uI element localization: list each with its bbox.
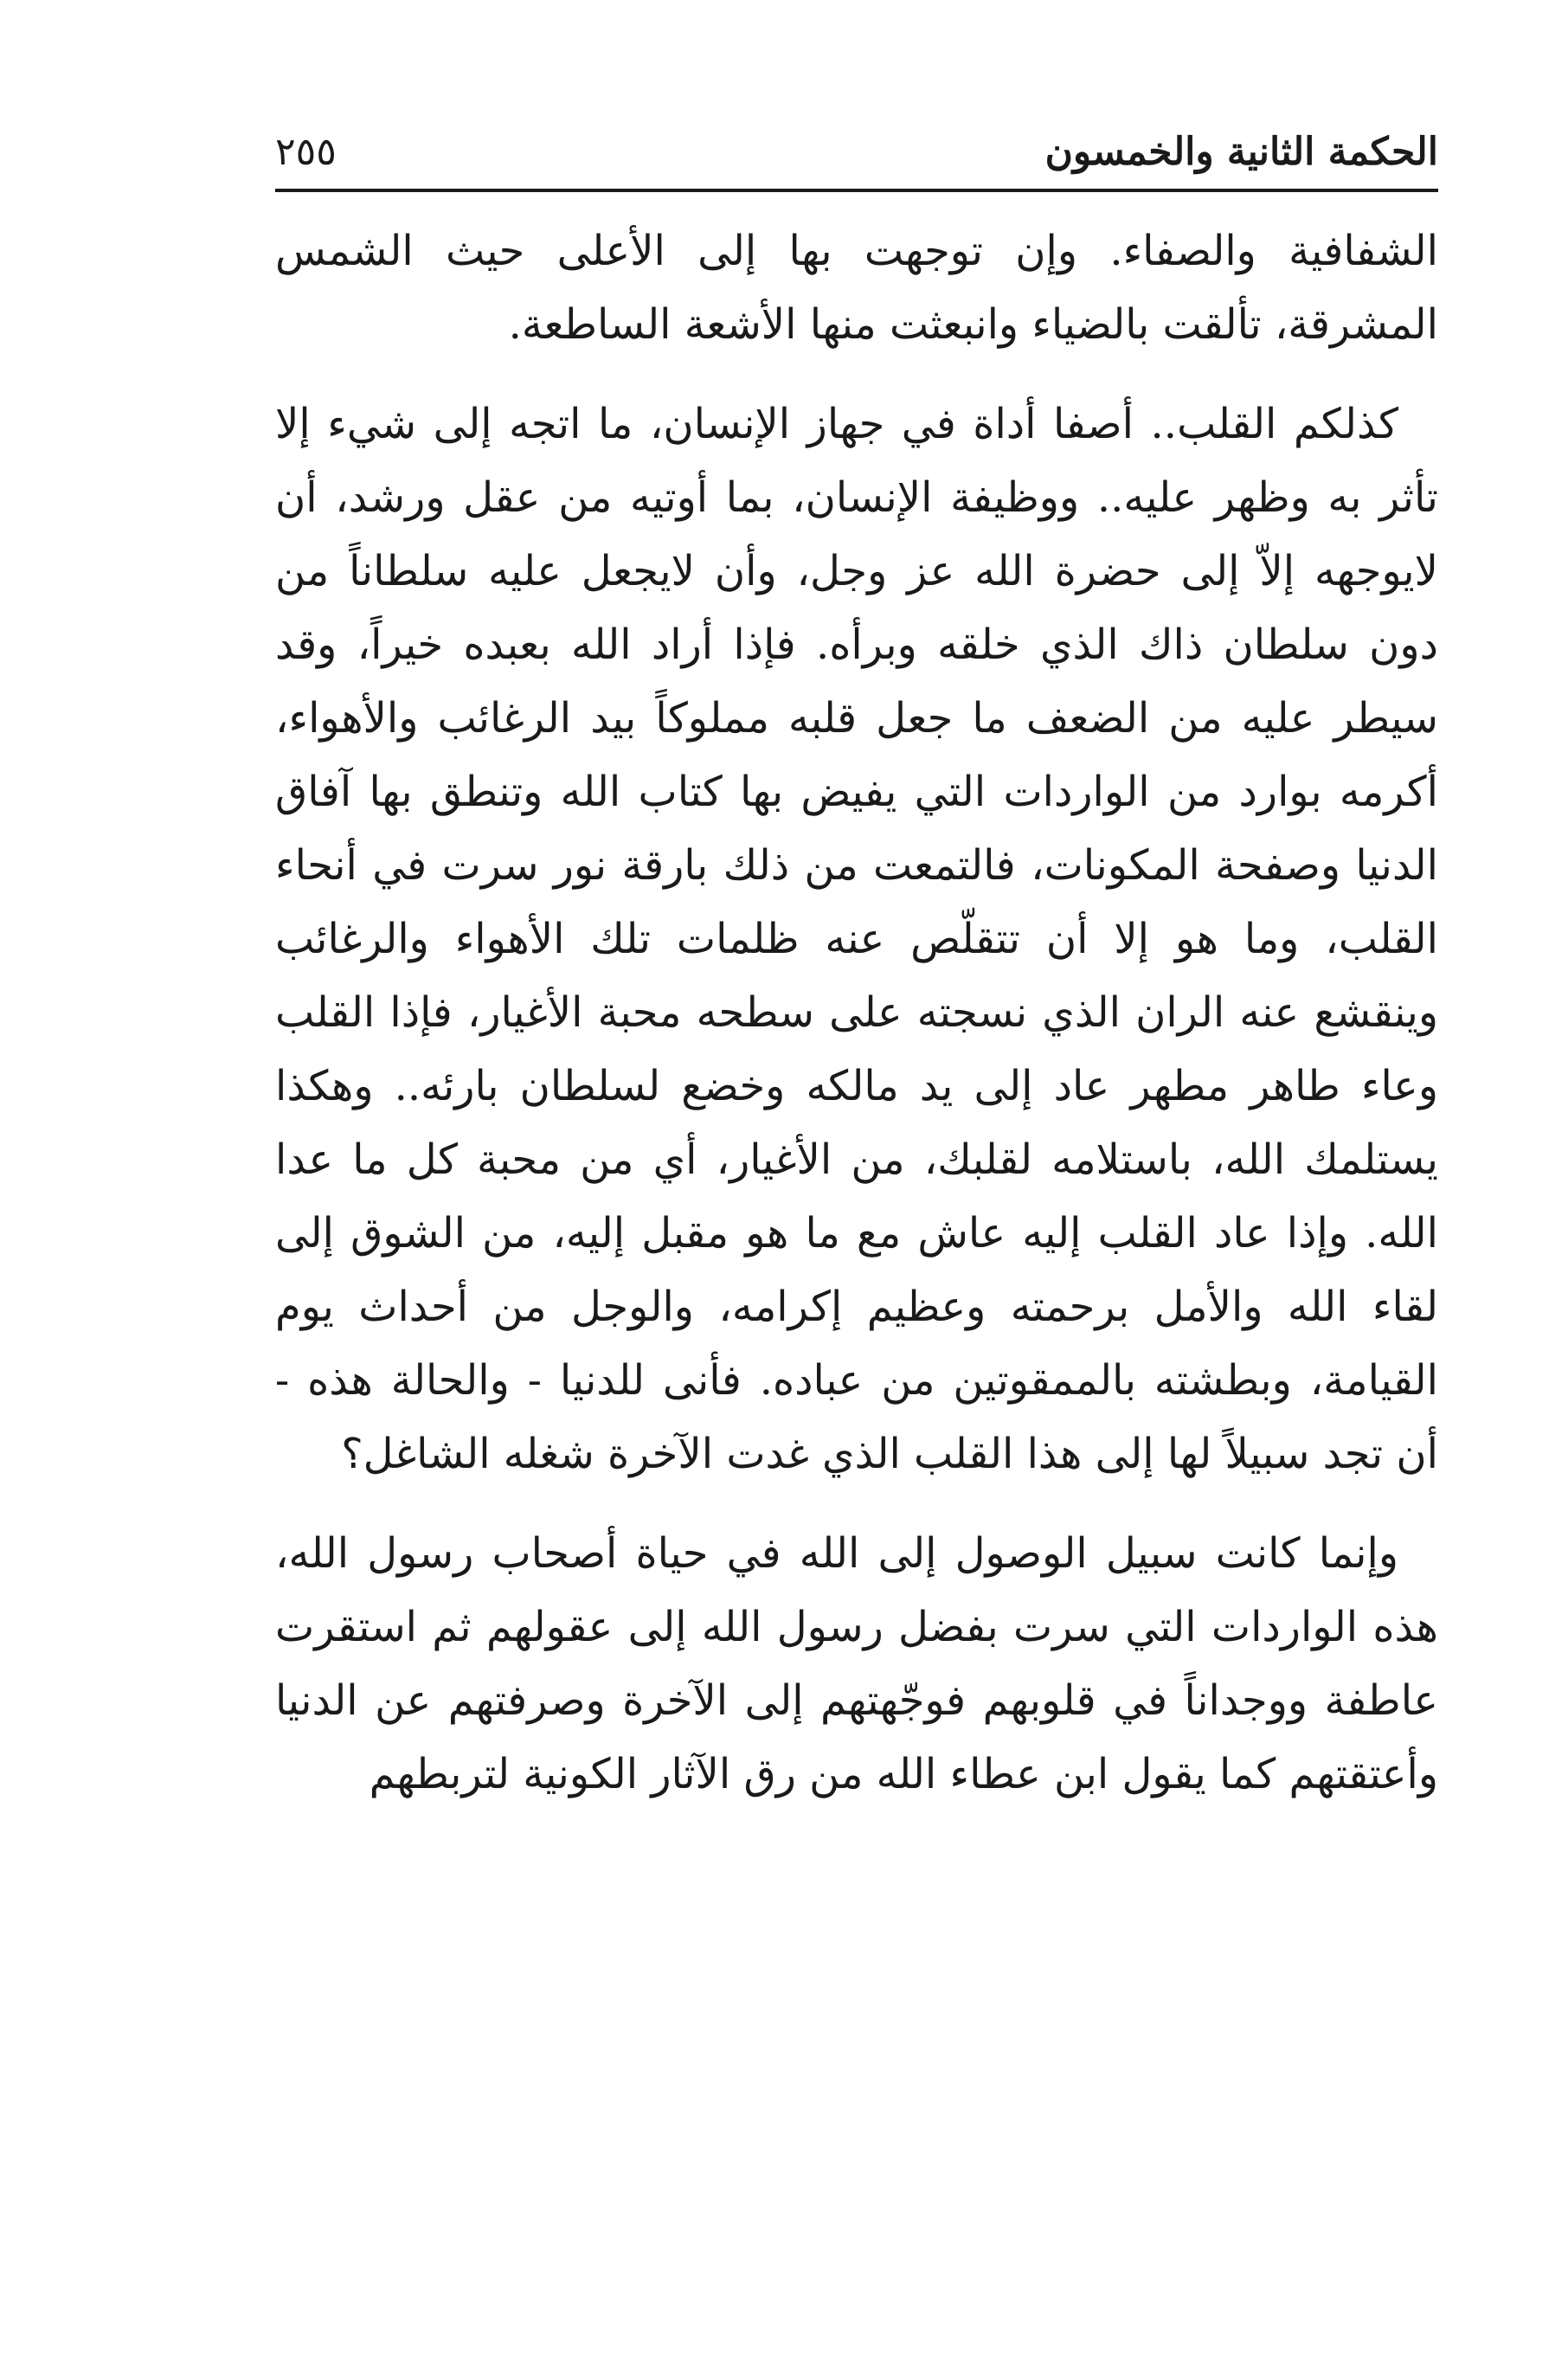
paragraph-1: الشفافية والصفاء. وإن توجهت بها إلى الأعلى حيث الشمس المشرقة، تألقت بالضياء وانبعثت منها الأشعة الساطعة. xyxy=(275,227,1438,349)
chapter-title: الحكمة الثانية والخمسون xyxy=(1044,130,1438,174)
running-header xyxy=(275,121,1438,187)
paragraph-3: وإنما كانت سبيل الوصول إلى الله في حياة أصحاب رسول الله، هذه الواردات التي سرت بفضل رسول الله إلى عقولهم ثم استقرت عاطفة ووجداناً في قلوبهم فوجّهتهم إلى الآخرة وصرفتهم عن الدنيا وأعتقتهم كما يقول ابن عطاء الله من رق الآثار الكونية لتربطهم xyxy=(275,1529,1438,1798)
header-divider xyxy=(275,189,1438,192)
page-number: ٢٥٥ xyxy=(275,130,337,174)
paragraph-2: كذلكم القلب.. أصفا أداة في جهاز الإنسان، ما اتجه إلى شيء إلا تأثر به وظهر عليه.. ووظيفة الإنسان، بما أوتيه من عقل ورشد، أن لايوجهه إلاّ إلى حضرة الله عز وجل، وأن لايجعل عليه سلطاناً من دون سلطان ذاك الذي خلقه وبرأه. فإذا أراد الله بعبده خيراً، وقد سيطر عليه من الضعف ما جعل قلبه مملوكاً بيد الرغائب والأهواء، أكرمه بوارد من الواردات التي يفيض بها كتاب الله وتنطق بها آفاق الدنيا وصفحة المكونات، فالتمعت من ذلك بارقة نور سرت في أنحاء القلب، وما هو إلا أن تتقلّص عنه ظلمات تلك الأهواء والرغائب وينقشع عنه الران الذي نسجته على سطحه محبة الأغيار، فإذا القلب وعاء طاهر مطهر عاد إلى يد مالكه وخضع لسلطان بارئه.. وهكذا يستلمك الله، باستلامه لقلبك، من الأغيار، أي من محبة كل ما عدا الله. وإذا عاد القلب إليه عاش مع ما هو مقبل إليه، من الشوق إلى لقاء الله والأمل برحمته وعظيم إكرامه، والوجل من أحداث يوم القيامة، وبطشته بالممقوتين من عباده. فأنى للدنيا - والحالة هذه - أن تجد سبيلاً لها إلى هذا القلب الذي غدت الآخرة شغله الشاغل؟ xyxy=(275,400,1439,1478)
page-body xyxy=(275,215,1438,1811)
